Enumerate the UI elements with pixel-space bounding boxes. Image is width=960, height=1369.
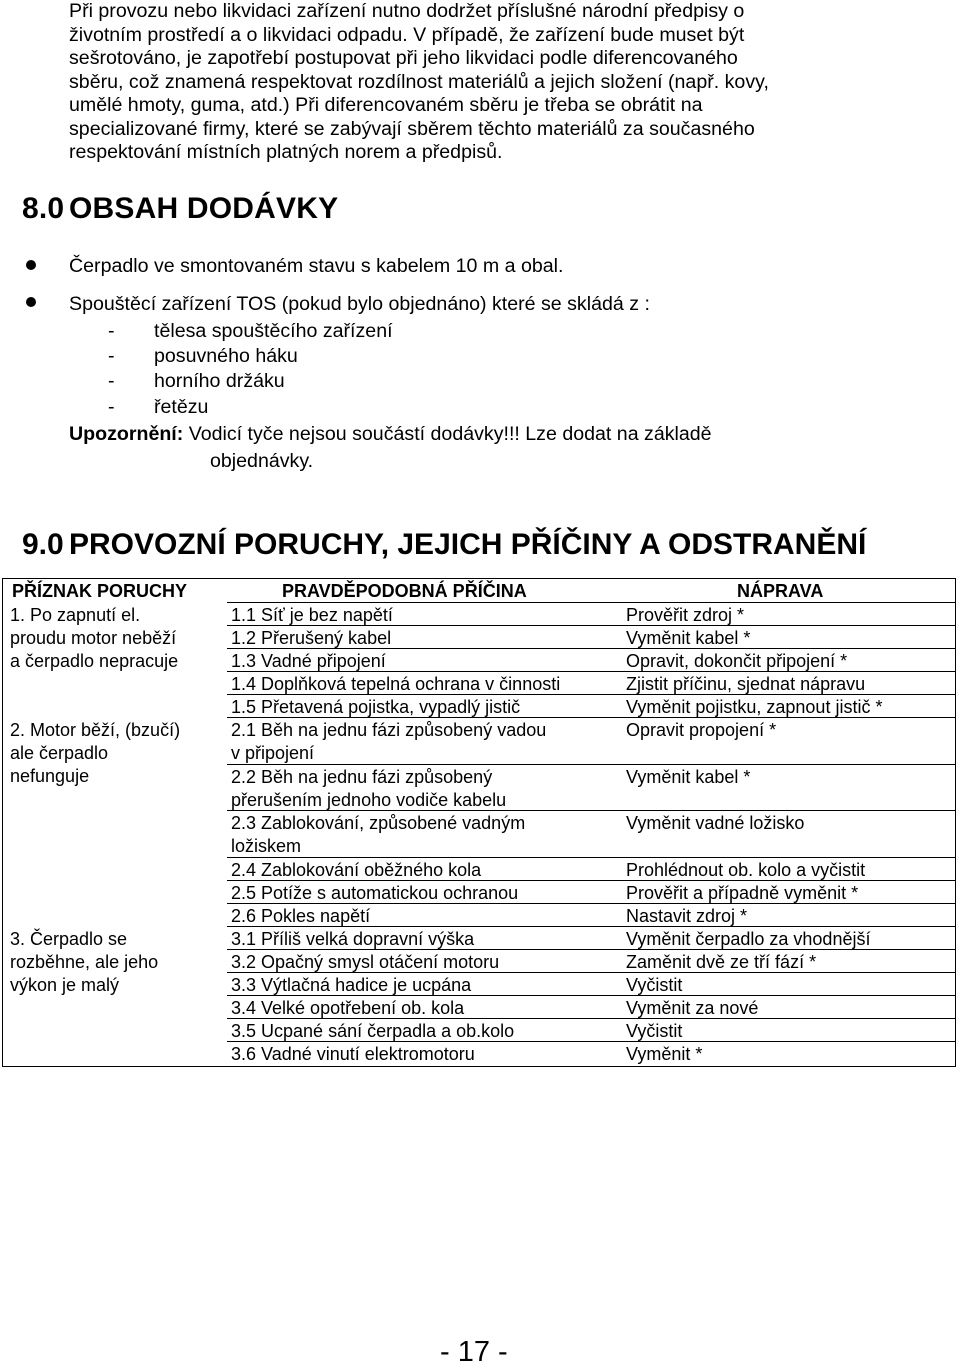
dash-item: tělesa spouštěcího zařízení — [154, 320, 393, 342]
section-title: PROVOZNÍ PORUCHY, JEJICH PŘÍČINY A ODSTRANĚNÍ — [69, 528, 867, 561]
cause-cell: 1.4 Doplňková tepelná ochrana v činnosti — [231, 674, 561, 694]
symptom-line: výkon je malý — [10, 975, 120, 995]
remedy-cell: Nastavit zdroj * — [626, 906, 748, 926]
cause-cell: 3.6 Vadné vinutí elektromotoru — [231, 1044, 475, 1064]
remedy-cell: Vyměnit čerpadlo za vhodnější — [626, 929, 871, 949]
dash-item: horního držáku — [154, 370, 285, 392]
remedy-cell: Vyčistit — [626, 975, 683, 995]
remedy-cell: Prohlédnout ob. kolo a vyčistit — [626, 860, 866, 880]
note-text-continued: objednávky. — [210, 450, 314, 472]
remedy-cell: Prověřit a případně vyměnit * — [626, 883, 859, 903]
remedy-cell: Vyměnit kabel * — [626, 628, 751, 648]
table-header: PŘÍZNAK PORUCHY — [12, 581, 188, 601]
cause-cell: 3.3 Výtlačná hadice je ucpána — [231, 975, 472, 995]
table-border — [2, 1066, 956, 1067]
page-number: - 17 - — [440, 1336, 508, 1368]
cause-cell: 2.4 Zablokování oběžného kola — [231, 860, 482, 880]
cause-cell: 2.2 Běh na jednu fázi způsobený — [231, 767, 493, 787]
dash-item: řetězu — [154, 396, 209, 418]
bullet-icon — [26, 297, 36, 307]
paragraph-line: Při provozu nebo likvidaci zařízení nutno dodržet příslušné národní předpisy o — [69, 0, 745, 22]
section-title: OBSAH DODÁVKY — [69, 192, 339, 225]
remedy-cell: Zjistit příčinu, sjednat nápravu — [626, 674, 866, 694]
section-number: 8.0 — [22, 192, 65, 225]
cause-cell: 2.5 Potíže s automatickou ochranou — [231, 883, 519, 903]
table-border — [2, 578, 956, 579]
symptom-line: ale čerpadlo — [10, 743, 109, 763]
paragraph-line: respektování místních platných norem a předpisů. — [69, 141, 503, 163]
cause-cell: v připojení — [231, 743, 315, 763]
cause-cell: 1.1 Síť je bez napětí — [231, 605, 393, 625]
bullet-item: Spouštěcí zařízení TOS (pokud bylo objednáno) které se skládá z : — [69, 293, 650, 315]
cause-cell: 3.1 Příliš velká dopravní výška — [231, 929, 475, 949]
symptom-line: nefunguje — [10, 766, 90, 786]
row-divider — [227, 857, 956, 858]
row-divider — [227, 764, 956, 765]
troubleshooting-table — [2, 578, 956, 1067]
note — [69, 421, 712, 447]
symptom-line: 2. Motor běží, (bzučí) — [10, 720, 181, 740]
table-header: NÁPRAVA — [737, 581, 824, 601]
paragraph-line: sběru, což znamená respektovat rozdílnost materiálů a jejich složení (např. kovy, — [69, 70, 769, 93]
remedy-cell: Vyměnit pojistku, zapnout jistič * — [626, 697, 883, 717]
cause-cell: 1.3 Vadné připojení — [231, 651, 386, 671]
section-8-heading — [22, 192, 338, 226]
remedy-cell: Opravit propojení * — [626, 720, 777, 740]
cause-cell: 1.5 Přetavená pojistka, vypadlý jistič — [231, 697, 521, 717]
dash-item: posuvného háku — [154, 345, 298, 367]
bullet-icon — [26, 260, 36, 270]
remedy-cell: Zaměnit dvě ze tří fází * — [626, 952, 817, 972]
note-label: Upozornění: — [69, 423, 184, 445]
remedy-cell: Vyměnit za nové — [626, 998, 759, 1018]
paragraph-line: umělé hmoty, guma, atd.) Při diferencovaném sběru je třeba se obrátit na — [69, 94, 703, 116]
paragraph-line: specializované firmy, které se zabývají sběrem těchto materiálů za současného — [69, 117, 755, 140]
cause-cell: 2.1 Běh na jednu fázi způsobený vadou — [231, 720, 547, 740]
dash-marker: - — [108, 370, 115, 392]
cause-cell: 1.2 Přerušený kabel — [231, 628, 392, 648]
dash-marker: - — [108, 345, 115, 367]
symptom-line: 3. Čerpadlo se — [10, 929, 128, 949]
cause-cell: 3.5 Ucpané sání čerpadla a ob.kolo — [231, 1021, 515, 1041]
remedy-cell: Prověřit zdroj * — [626, 605, 745, 625]
dash-marker: - — [108, 320, 115, 342]
symptom-line: 1. Po zapnutí el. — [10, 605, 141, 625]
note-text: Vodicí tyče nejsou součástí dodávky!!! Lze dodat na základě — [188, 423, 712, 445]
cause-cell: přerušením jednoho vodiče kabelu — [231, 790, 507, 810]
remedy-cell: Opravit, dokončit připojení * — [626, 651, 848, 671]
paragraph-line: životním prostředí a o likvidaci odpadu. V případě, že zařízení bude muset být — [69, 23, 745, 46]
cause-cell: 3.4 Velké opotřebení ob. kola — [231, 998, 465, 1018]
dash-marker: - — [108, 396, 115, 418]
symptom-line: rozběhne, ale jeho — [10, 952, 159, 972]
remedy-cell: Vyčistit — [626, 1021, 683, 1041]
remedy-cell: Vyměnit * — [626, 1044, 703, 1064]
section-9-heading — [22, 528, 866, 562]
paragraph-line: sešrotováno, je zapotřebí postupovat při jeho likvidaci podle diferencovaného — [69, 47, 738, 69]
table-header: PRAVDĚPODOBNÁ PŘÍČINA — [282, 581, 527, 601]
cause-cell: 3.2 Opačný smysl otáčení motoru — [231, 952, 500, 972]
cause-cell: 2.3 Zablokování, způsobené vadným — [231, 813, 526, 833]
intro-paragraph — [69, 0, 769, 165]
remedy-cell: Vyměnit vadné ložisko — [626, 813, 805, 833]
cause-cell: 2.6 Pokles napětí — [231, 906, 371, 926]
section-number: 9.0 — [22, 528, 64, 561]
cause-cell: ložiskem — [231, 836, 302, 856]
symptom-line: a čerpadlo nepracuje — [10, 651, 179, 671]
symptom-line: proudu motor neběží — [10, 628, 177, 648]
table-border — [955, 578, 956, 1067]
table-border — [2, 578, 3, 1067]
remedy-cell: Vyměnit kabel * — [626, 767, 751, 787]
row-divider — [227, 602, 956, 603]
bullet-item: Čerpadlo ve smontovaném stavu s kabelem 10 m a obal. — [69, 255, 564, 277]
